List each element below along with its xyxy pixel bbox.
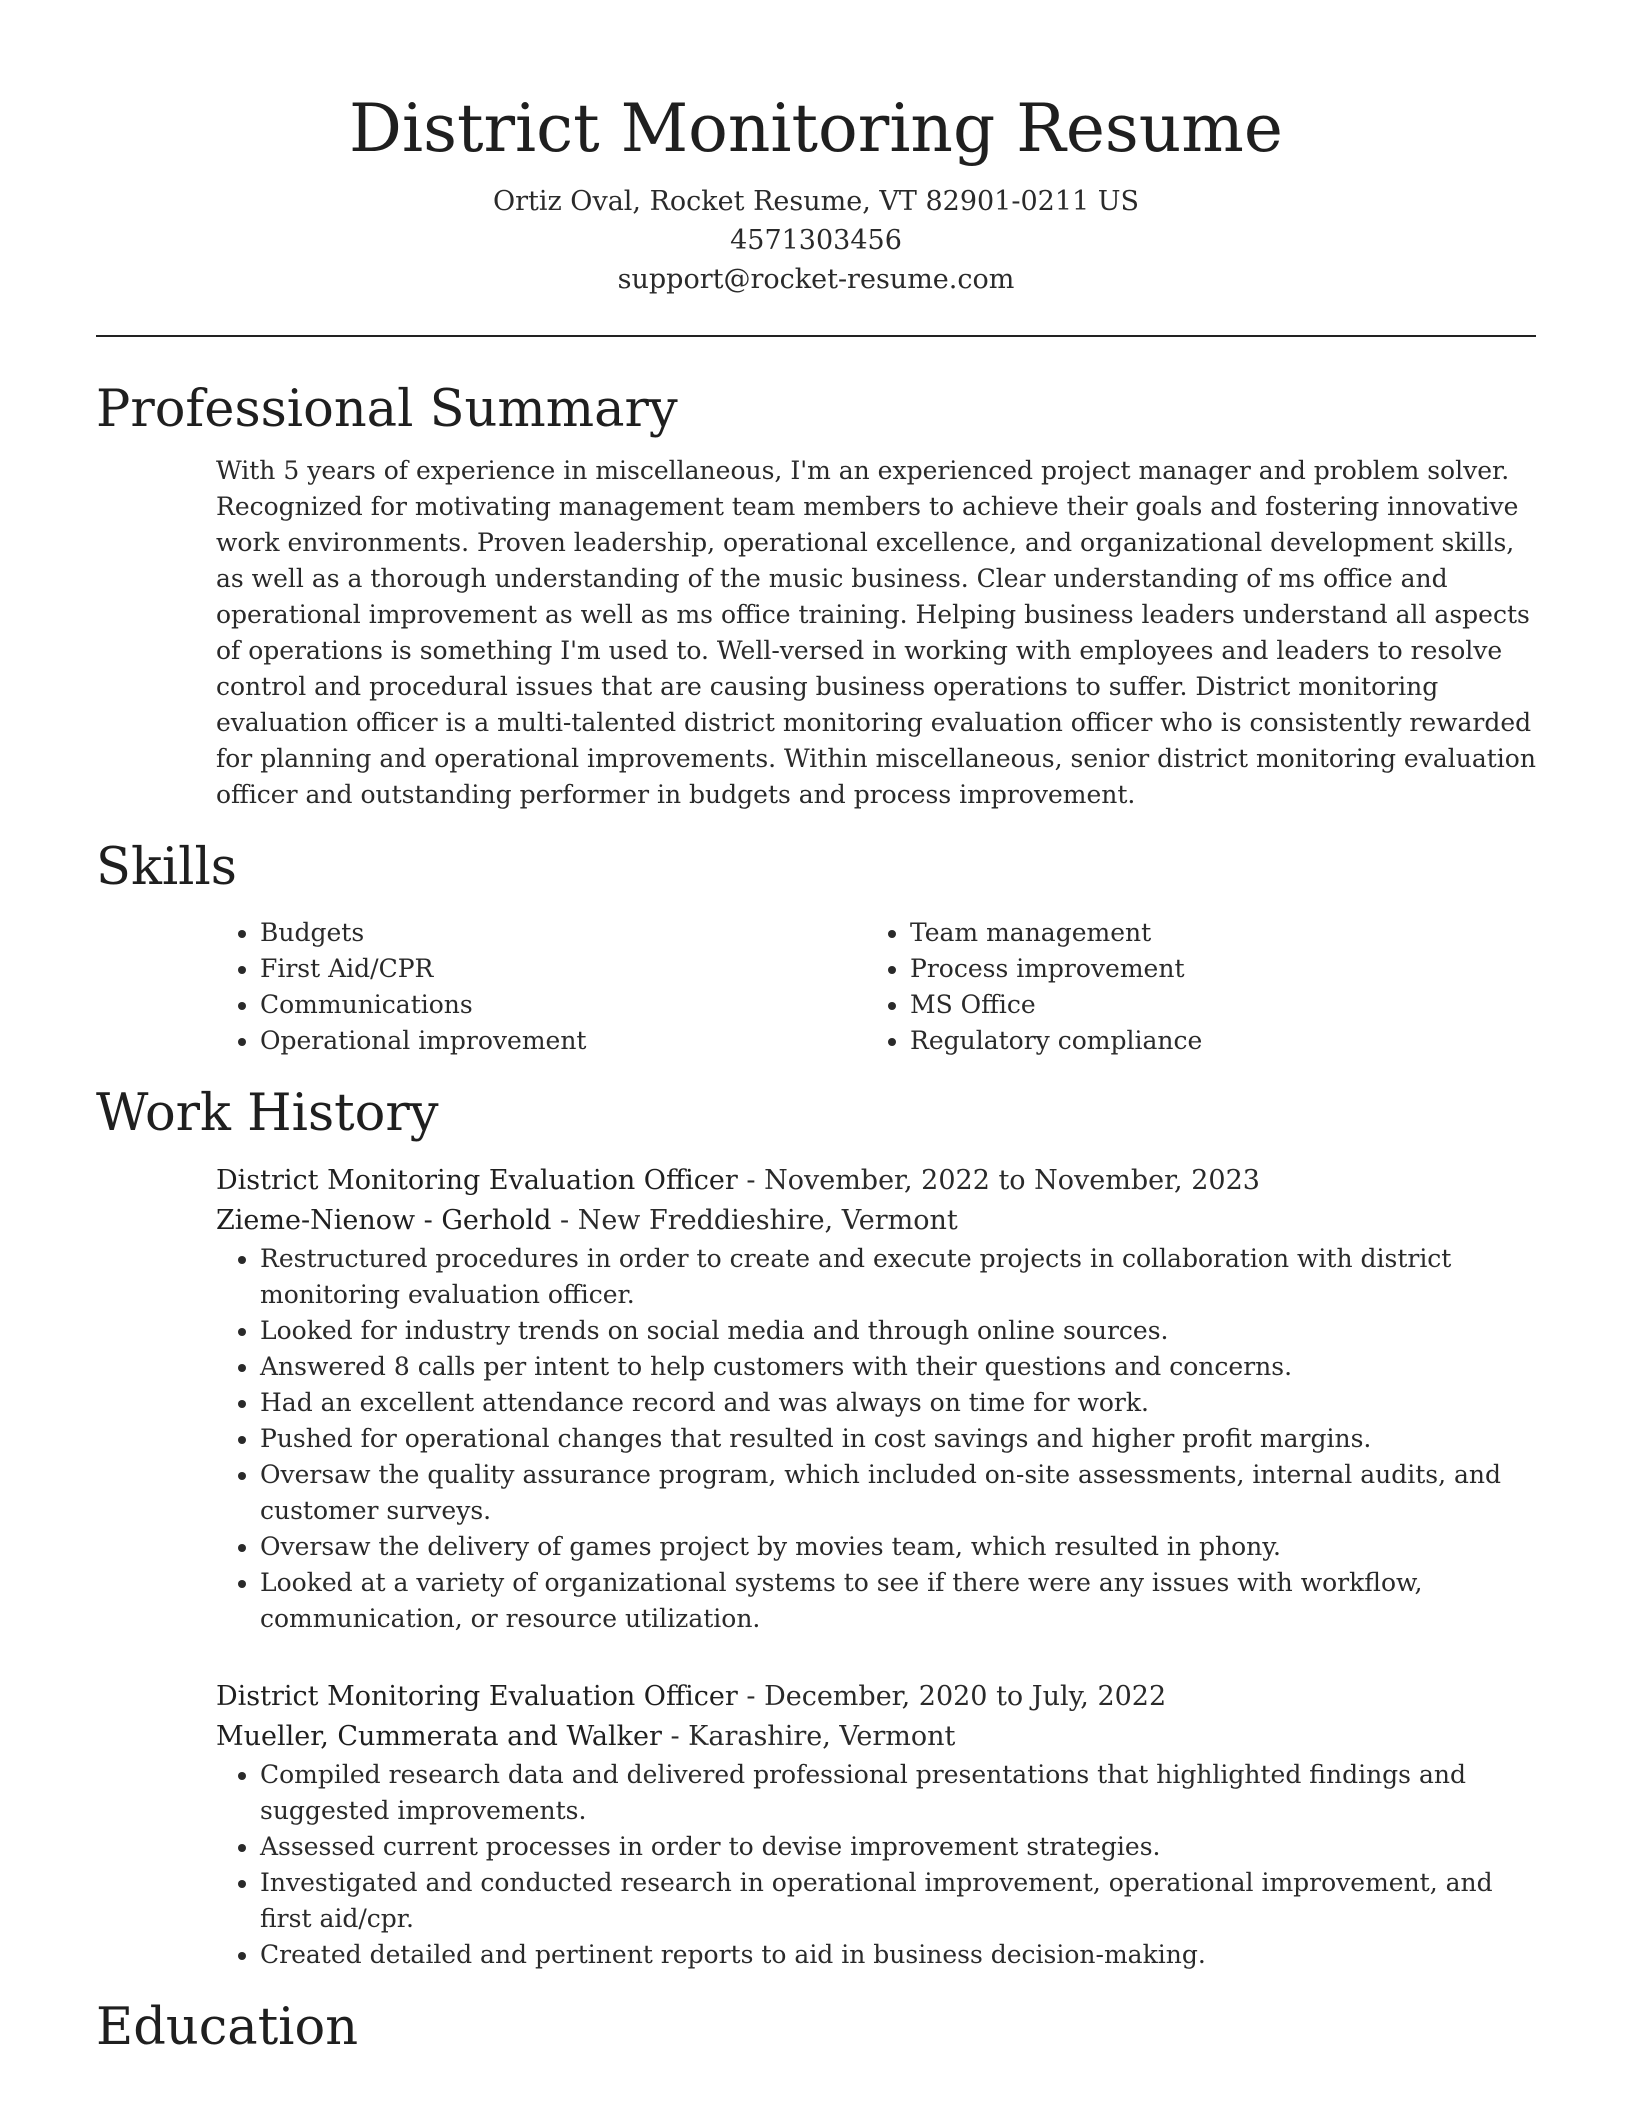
skills-heading: Skills (96, 838, 237, 897)
skill-item: • MS Office (910, 987, 1466, 1023)
job-bullet: • Created detailed and pertinent reports to aid in business decision-making. (260, 1937, 1536, 1973)
job-title-line (216, 1677, 1536, 1717)
education-heading: Education (96, 1998, 359, 2057)
job-company: Zieme-Nienow - Gerhold (216, 1205, 552, 1236)
education-section (96, 1995, 1536, 2061)
job-entry (216, 1677, 1536, 1973)
work-history-heading: Work History (96, 1084, 439, 1143)
skill-item: • Team management (910, 915, 1466, 951)
job-location: Karashire, Vermont (688, 1721, 956, 1752)
skill-item: • Operational improvement (260, 1023, 866, 1059)
skill-item: • Process improvement (910, 951, 1466, 987)
summary-section (96, 377, 1536, 813)
separator: - (551, 1205, 578, 1236)
job-bullets (216, 1757, 1536, 1973)
skill-item: • Communications (260, 987, 866, 1023)
skill-item: • Regulatory compliance (910, 1023, 1466, 1059)
job-bullet: • Answered 8 calls per intent to help customers with their questions and concerns. (260, 1349, 1536, 1385)
job-position: District Monitoring Evaluation Officer (216, 1165, 738, 1196)
resume-title: District Monitoring Resume (349, 90, 1283, 167)
contact-phone: 4571303456 (730, 225, 902, 256)
summary-heading: Professional Summary (96, 380, 678, 439)
job-bullets (216, 1241, 1536, 1637)
job-bullet: • Restructured procedures in order to create and execute projects in collaboration with district monitoring evaluation officer. (260, 1241, 1536, 1313)
resume-header (96, 0, 1536, 299)
job-bullet: • Oversaw the quality assurance program, which included on-site assessments, internal audits, and customer surveys. (260, 1457, 1536, 1529)
job-company-line (216, 1717, 1536, 1757)
separator: - (737, 1681, 765, 1712)
job-bullet: • Had an excellent attendance record and was always on time for work. (260, 1385, 1536, 1421)
separator: - (661, 1721, 689, 1752)
skills-grid (216, 915, 1536, 1059)
job-entry (216, 1161, 1536, 1637)
contact-email: support@rocket-resume.com (617, 264, 1015, 295)
job-bullet: • Pushed for operational changes that resulted in cost savings and higher profit margins. (260, 1421, 1536, 1457)
job-bullet: • Investigated and conducted research in operational improvement, operational improvement, and first aid/cpr. (260, 1865, 1536, 1937)
skill-item: • Budgets (260, 915, 866, 951)
skills-list-left (216, 915, 866, 1059)
contact-address: Ortiz Oval, Rocket Resume, VT 82901-0211 US (492, 186, 1140, 217)
job-location: New Freddieshire, Vermont (577, 1205, 958, 1236)
skill-item: • First Aid/CPR (260, 951, 866, 987)
job-dates: December, 2020 to July, 2022 (764, 1681, 1167, 1712)
job-bullet: • Looked at a variety of organizational systems to see if there were any issues with workflow, communication, or resource utilization. (260, 1565, 1536, 1637)
skills-section (96, 835, 1536, 1059)
job-company: Mueller, Cummerata and Walker (216, 1721, 662, 1752)
job-position: District Monitoring Evaluation Officer (216, 1681, 738, 1712)
job-bullet: • Assessed current processes in order to devise improvement strategies. (260, 1829, 1536, 1865)
job-bullet: • Compiled research data and delivered professional presentations that highlighted findings and suggested improvements. (260, 1757, 1536, 1829)
job-bullet: • Looked for industry trends on social media and through online sources. (260, 1313, 1536, 1349)
contact-block (96, 182, 1536, 299)
work-history-section (96, 1081, 1536, 1973)
job-title-line (216, 1161, 1536, 1201)
job-company-line (216, 1201, 1536, 1241)
job-bullet: • Oversaw the delivery of games project by movies team, which resulted in phony. (260, 1529, 1536, 1565)
separator: - (737, 1165, 765, 1196)
job-dates: November, 2022 to November, 2023 (764, 1165, 1260, 1196)
summary-text: With 5 years of experience in miscellaneous, I'm an experienced project manager and problem solver. Recognized for motivating management team members to achieve their goals and fostering innovative work environments. Proven leadership, operational excellence, and organizational development skills, as well as a thorough understanding of the music business. Clear understanding of ms office and operational improvement as well as ms office training. Helping business leaders understand all aspects of operations is something I'm used to. Well-versed in working with employees and leaders to resolve control and procedural issues that are causing business operations to suffer. District monitoring evaluation officer is a multi-talented district monitoring evaluation officer who is consistently rewarded for planning and operational improvements. Within miscellaneous, senior district monitoring evaluation officer and outstanding performer in budgets and process improvement. (216, 456, 1536, 809)
header-divider (96, 335, 1536, 337)
skills-list-right (866, 915, 1466, 1059)
